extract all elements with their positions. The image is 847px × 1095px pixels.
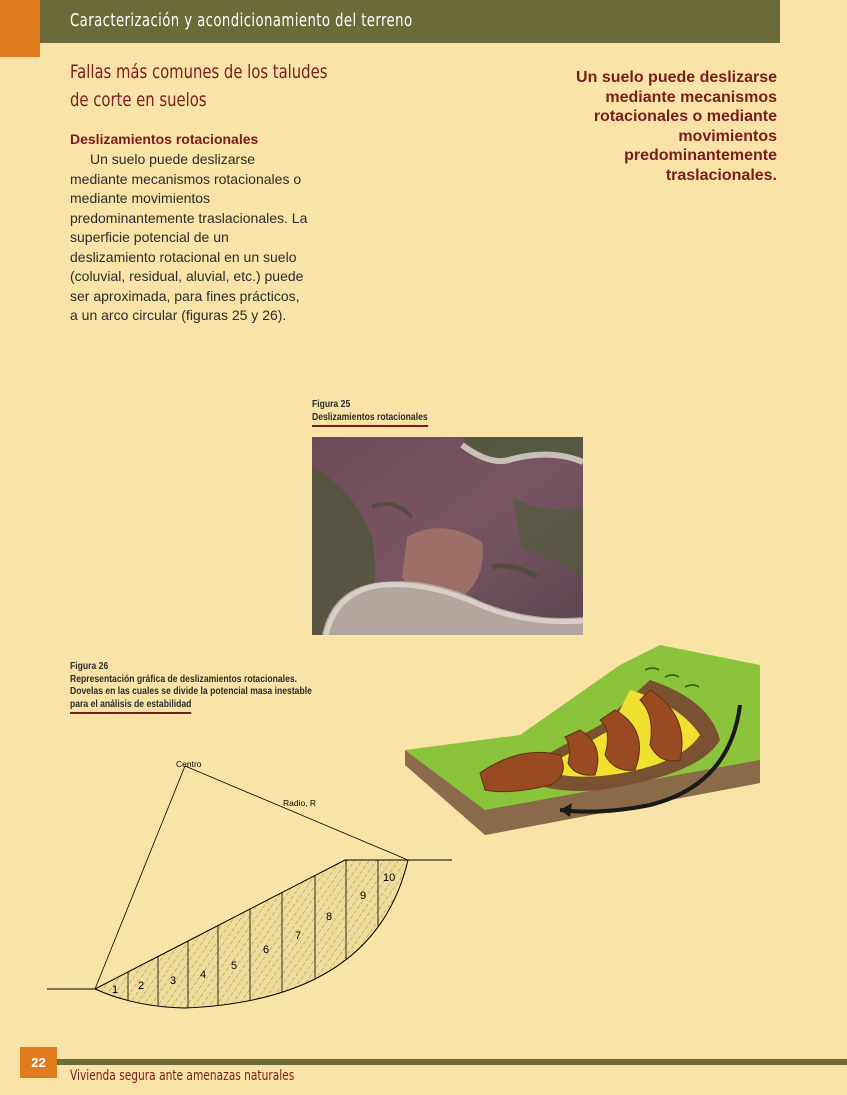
slice-label-7: 7 bbox=[295, 930, 302, 942]
slice-label-2: 2 bbox=[138, 980, 145, 992]
figure26-number: Figura 26 bbox=[70, 661, 109, 672]
slice-label-4: 4 bbox=[200, 969, 207, 981]
section-title-line1: Fallas más comunes de los taludes bbox=[70, 61, 328, 83]
slice-label-10: 10 bbox=[383, 872, 396, 884]
landslide-photo-image bbox=[312, 437, 583, 635]
footer-title: Vivienda segura ante amenazas naturales bbox=[70, 1068, 295, 1084]
radius-label: Radio, R bbox=[283, 798, 317, 808]
section-title-line2: de corte en suelos bbox=[70, 89, 207, 111]
page-number: 22 bbox=[20, 1047, 57, 1078]
section-title bbox=[70, 58, 328, 114]
figure25-caption bbox=[312, 399, 428, 427]
slice-label-5: 5 bbox=[231, 960, 238, 972]
footer-rule bbox=[20, 1059, 847, 1065]
figure26-line3: para el análisis de estabilidad bbox=[70, 699, 191, 715]
landslide-photo bbox=[312, 437, 583, 635]
figure25-title: Deslizamientos rotacionales bbox=[312, 412, 428, 428]
figure26-line2: Dovelas en las cuales se divide la potencial masa inestable bbox=[70, 686, 312, 697]
center-label: Centro bbox=[176, 759, 202, 769]
body-paragraph: Un suelo puede deslizarse mediante mecanismos rotacionales o mediante movimientos predominantemente traslacionales. La superficie potencial de un deslizamiento rotacional en un suelo (coluvial, residual, aluvial, etc.) puede ser aproximada, para fines prácticos, a un arco circular (figuras 25 y 26). bbox=[70, 151, 308, 323]
slice-label-1: 1 bbox=[112, 984, 119, 996]
header-title: Caracterización y acondicionamiento del terreno bbox=[70, 10, 413, 31]
header-accent bbox=[0, 0, 40, 57]
figure25-number: Figura 25 bbox=[312, 399, 351, 410]
slice-diagram-svg bbox=[40, 755, 460, 1025]
slice-label-6: 6 bbox=[263, 944, 270, 956]
slice-label-3: 3 bbox=[170, 975, 177, 987]
subsection-heading: Deslizamientos rotacionales bbox=[70, 131, 259, 147]
slice-diagram bbox=[40, 755, 460, 1030]
figure26-line1: Representación gráfica de deslizamientos rotacionales. bbox=[70, 673, 298, 685]
figure26-caption bbox=[70, 661, 312, 714]
slice-label-8: 8 bbox=[326, 911, 333, 923]
slice-label-9: 9 bbox=[360, 890, 367, 902]
pull-quote: Un suelo puede deslizarse mediante mecanismos rotacionales o mediante movimientos predominantemente traslacionales. bbox=[576, 69, 777, 184]
